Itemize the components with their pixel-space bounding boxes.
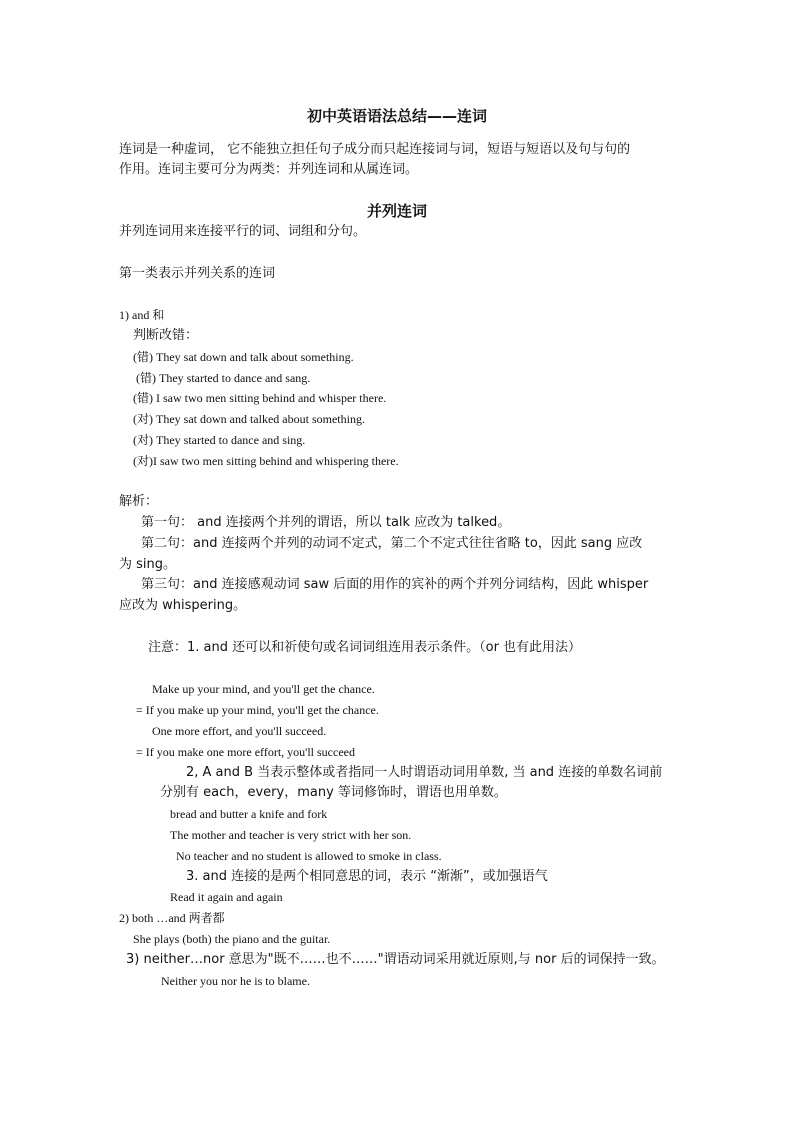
note-2: 2, A and B 当表示整体或者指同一人时谓语动词用单数, 当 and 连接的单数名词前	[186, 765, 663, 780]
example-5: No teacher and no student is allowed to smoke in class.	[176, 849, 442, 863]
wrong-sentence-1: (错) They sat down and talk about something.	[133, 350, 354, 364]
analysis-sentence-3: 第三句：and 连接感观动词 saw 后面的用作的宾补的两个并列分词结构，因此 whisper	[141, 577, 649, 592]
note-3: 3. and 连接的是两个相同意思的词，表示 “渐渐”，或加强语气	[186, 869, 548, 884]
example-1-equivalent: = If you make up your mind, you'll get the chance.	[136, 703, 379, 717]
note-2-cont: 分别有 each，every，many 等词修饰时，谓语也用单数。	[160, 785, 507, 800]
wrong-sentence-3: (错) I saw two men sitting behind and whisper there.	[133, 391, 387, 405]
example-4: The mother and teacher is very strict with her son.	[170, 828, 412, 842]
example-2-equivalent: = If you make one more effort, you'll succeed	[136, 745, 355, 759]
item-2-example: She plays (both) the piano and the guitar.	[133, 932, 331, 946]
analysis-sentence-2: 第二句：and 连接两个并列的动词不定式，第二个不定式往往省略 to，因此 sang 应改	[141, 536, 643, 551]
example-3: bread and butter a knife and fork	[170, 807, 328, 821]
item-1-heading: 1) and 和	[119, 308, 165, 322]
example-6: Read it again and again	[170, 890, 283, 904]
analysis-sentence-3-cont: 应改为 whispering。	[119, 598, 247, 613]
right-sentence-2: (对) They started to dance and sing.	[133, 433, 306, 447]
wrong-sentence-2: (错) They started to dance and sang.	[136, 371, 311, 385]
example-1: Make up your mind, and you'll get the chance.	[152, 682, 375, 696]
item-2-heading: 2) both …and 两者都	[119, 911, 225, 925]
item-3-heading: 3) neither…nor 意思为"既不……也不……"谓语动词采用就近原则,与 nor 后的词保持一致。	[126, 952, 665, 967]
right-sentence-3: (对)I saw two men sitting behind and whispering there.	[133, 454, 399, 468]
item-3-example: Neither you nor he is to blame.	[161, 974, 310, 988]
item-1-task: 判断改错：	[133, 328, 199, 343]
analysis-heading: 解析：	[119, 494, 159, 509]
section-title: 并列连词	[366, 202, 427, 220]
section-description: 并列连词用来连接平行的词、词组和分句。	[119, 224, 367, 239]
note-1: 注意：1. and 还可以和祈使句或名词词组连用表示条件。（or 也有此用法）	[148, 640, 582, 655]
right-sentence-1: (对) They sat down and talked about something.	[133, 412, 365, 426]
analysis-sentence-2-cont: 为 sing。	[119, 557, 177, 572]
page-title: 初中英语语法总结——连词	[306, 107, 487, 125]
analysis-sentence-1: 第一句： and 连接两个并列的谓语，所以 talk 应改为 talked。	[141, 515, 511, 530]
category-heading: 第一类表示并列关系的连词	[119, 266, 276, 281]
intro-line-1: 连词是一种虚词， 它不能独立担任句子成分而只起连接词与词，短语与短语以及句与句的	[119, 142, 631, 157]
intro-line-2: 作用。连词主要可分为两类：并列连词和从属连词。	[119, 162, 419, 177]
example-2: One more effort, and you'll succeed.	[152, 724, 327, 738]
